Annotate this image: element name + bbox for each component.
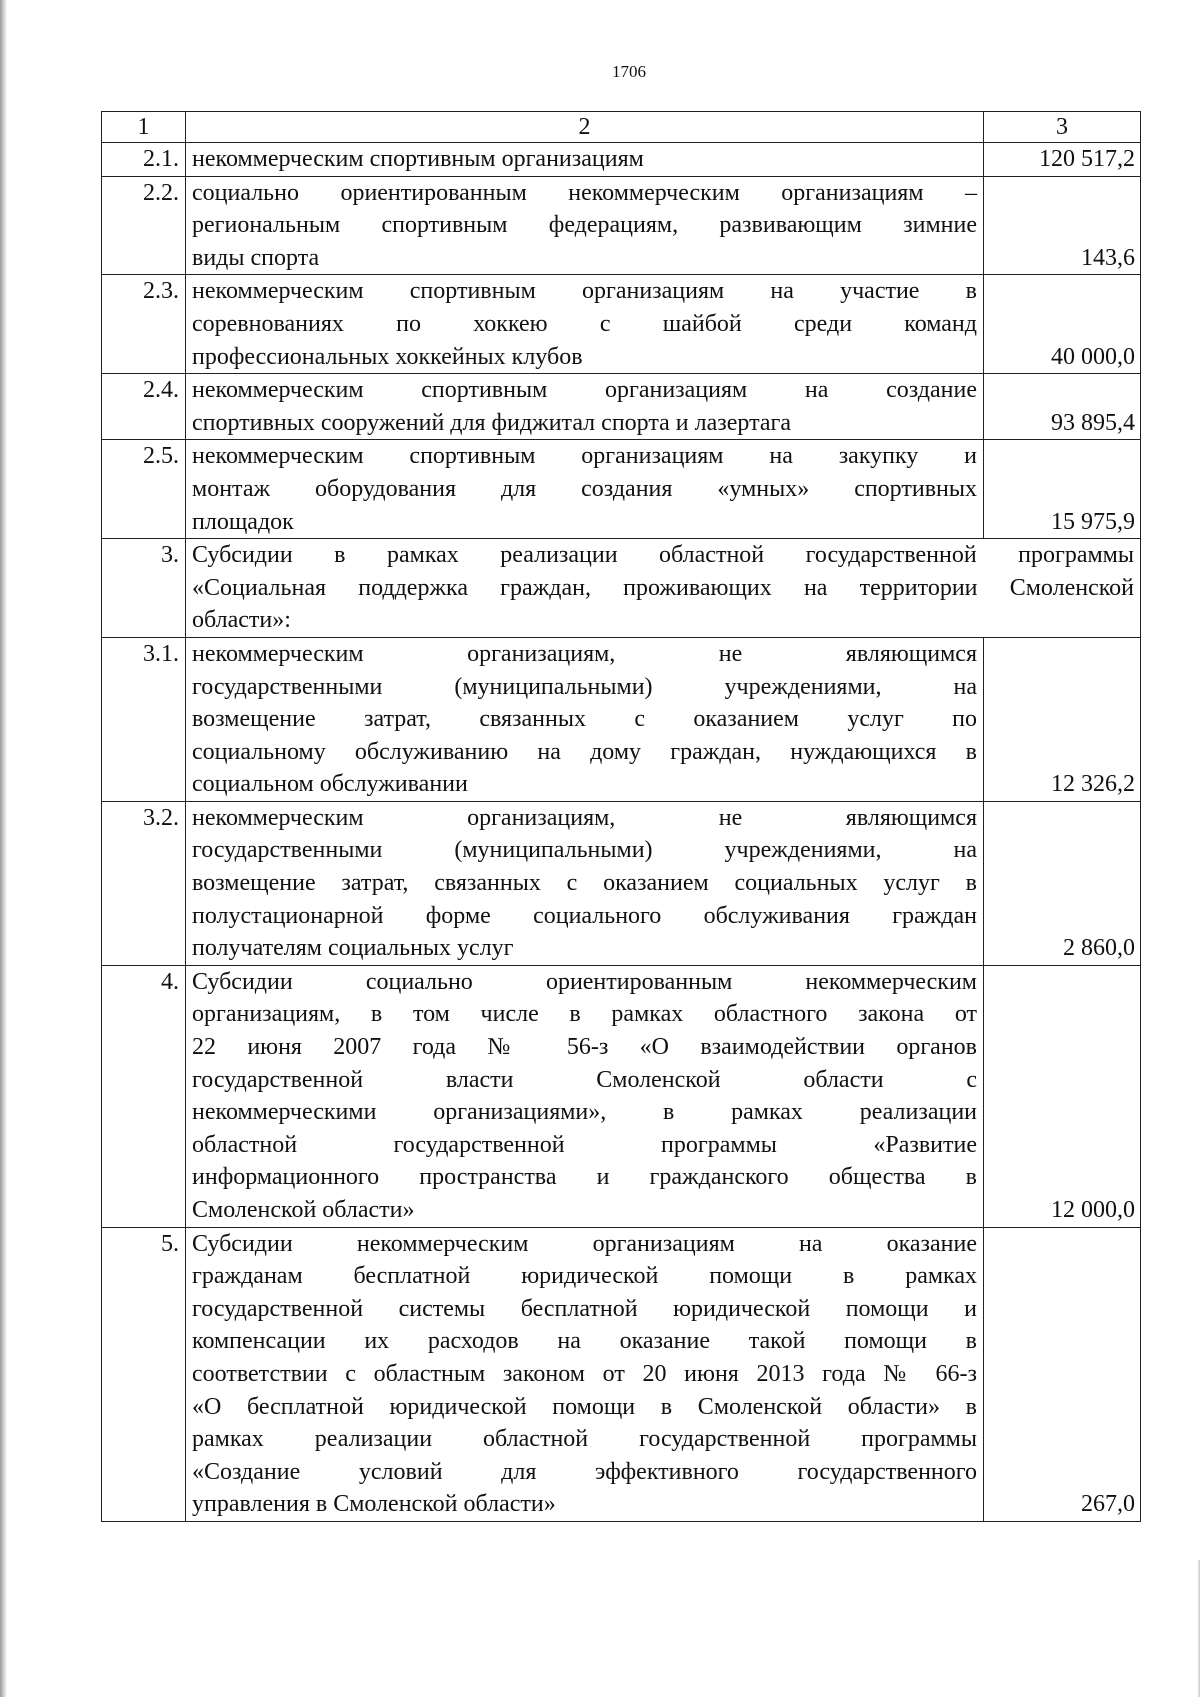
row-number: 2.1. bbox=[102, 143, 186, 177]
table-row bbox=[102, 374, 1141, 440]
description-line: области»: bbox=[192, 607, 291, 634]
row-amount: 120 517,2 bbox=[984, 143, 1141, 177]
row-number: 3.1. bbox=[102, 637, 186, 801]
description-line: Субсидии некоммерческим организациям на оказание bbox=[192, 1230, 977, 1257]
description-line: профессиональных хоккейных клубов bbox=[192, 343, 583, 370]
scan-edge-left bbox=[0, 0, 7, 1697]
description-line: «Создание условий для эффективного государственного bbox=[192, 1458, 977, 1485]
row-amount: 12 000,0 bbox=[984, 965, 1141, 1227]
description-line: некоммерческим организациям, не являющимся bbox=[192, 640, 977, 667]
row-number: 4. bbox=[102, 965, 186, 1227]
row-amount: 267,0 bbox=[984, 1227, 1141, 1521]
row-number: 3.2. bbox=[102, 801, 186, 965]
description-line: социальному обслуживанию на дому граждан, нуждающихся в bbox=[192, 738, 977, 765]
table-row bbox=[102, 440, 1141, 539]
description-line: некоммерческим спортивным организациям bbox=[192, 146, 644, 172]
row-description bbox=[186, 440, 984, 539]
description-line: государственными (муниципальными) учреждениями, на bbox=[192, 837, 977, 864]
description-line: государственной системы бесплатной юридической помощи и bbox=[192, 1295, 977, 1322]
description-line: некоммерческим спортивным организациям на создание bbox=[192, 377, 977, 404]
table-row bbox=[102, 801, 1141, 965]
description-line: областной государственной программы «Развитие bbox=[192, 1131, 977, 1158]
description-line: социальном обслуживании bbox=[192, 771, 468, 798]
table-row bbox=[102, 176, 1141, 275]
row-amount: 93 895,4 bbox=[984, 374, 1141, 440]
description-line: «Социальная поддержка граждан, проживающих на территории Смоленской bbox=[192, 574, 1134, 601]
row-amount: 143,6 bbox=[984, 176, 1141, 275]
description-line: возмещение затрат, связанных с оказанием услуг по bbox=[192, 706, 977, 733]
row-amount: 2 860,0 bbox=[984, 801, 1141, 965]
description-line: некоммерческим спортивным организациям на участие в bbox=[192, 278, 977, 305]
description-line: некоммерческими организациями», в рамках реализации bbox=[192, 1099, 977, 1126]
row-description bbox=[186, 176, 984, 275]
description-line: рамках реализации областной государственной программы bbox=[192, 1426, 977, 1453]
description-line: информационного пространства и гражданского общества в bbox=[192, 1164, 977, 1191]
description-line: некоммерческим спортивным организациям на закупку и bbox=[192, 443, 977, 470]
row-amount: 40 000,0 bbox=[984, 275, 1141, 374]
description-line: монтаж оборудования для создания «умных» спортивных bbox=[192, 475, 977, 502]
description-line: площадок bbox=[192, 508, 294, 535]
table-row bbox=[102, 275, 1141, 374]
row-description bbox=[186, 374, 984, 440]
description-line: получателям социальных услуг bbox=[192, 935, 514, 962]
description-line: гражданам бесплатной юридической помощи в рамках bbox=[192, 1263, 977, 1290]
description-line: 22 июня 2007 года № 56-з «О взаимодействии органов bbox=[192, 1034, 977, 1061]
description-line: полустационарной форме социального обслуживания граждан bbox=[192, 902, 977, 929]
description-line: государственной власти Смоленской области с bbox=[192, 1066, 977, 1093]
description-line: государственными (муниципальными) учреждениями, на bbox=[192, 673, 977, 700]
row-number: 2.4. bbox=[102, 374, 186, 440]
row-amount: 12 326,2 bbox=[984, 637, 1141, 801]
row-number: 2.2. bbox=[102, 176, 186, 275]
description-line: соревнованиях по хоккею с шайбой среди команд bbox=[192, 310, 977, 337]
table-row bbox=[102, 539, 1141, 638]
row-description bbox=[186, 539, 1141, 638]
row-description bbox=[186, 801, 984, 965]
row-amount: 15 975,9 bbox=[984, 440, 1141, 539]
row-number: 2.5. bbox=[102, 440, 186, 539]
description-line: управления в Смоленской области» bbox=[192, 1491, 556, 1518]
table-row bbox=[102, 143, 1141, 177]
table-row bbox=[102, 965, 1141, 1227]
page-number: 1706 bbox=[612, 62, 646, 81]
row-number: 2.3. bbox=[102, 275, 186, 374]
row-description bbox=[186, 637, 984, 801]
description-line: социально ориентированным некоммерческим организациям – bbox=[192, 179, 977, 206]
subsidies-table bbox=[101, 111, 1141, 1522]
description-line: организациям, в том числе в рамках областного закона от bbox=[192, 1001, 977, 1028]
description-line: возмещение затрат, связанных с оказанием социальных услуг в bbox=[192, 870, 977, 897]
description-line: региональным спортивным федерациям, развивающим зимние bbox=[192, 212, 977, 239]
row-description bbox=[186, 1227, 984, 1521]
description-line: «О бесплатной юридической помощи в Смоленской области» в bbox=[192, 1393, 977, 1420]
row-description bbox=[186, 965, 984, 1227]
description-line: Смоленской области» bbox=[192, 1197, 415, 1223]
table-row bbox=[102, 1227, 1141, 1521]
row-number: 3. bbox=[102, 539, 186, 638]
row-description bbox=[186, 275, 984, 374]
description-line: виды спорта bbox=[192, 244, 320, 271]
header-col-1: 1 bbox=[102, 112, 186, 143]
description-line: некоммерческим организациям, не являющимся bbox=[192, 804, 977, 831]
header-col-3: 3 bbox=[984, 112, 1141, 143]
header-col-2: 2 bbox=[186, 112, 984, 143]
row-number: 5. bbox=[102, 1227, 186, 1521]
row-description bbox=[186, 143, 984, 177]
description-line: Субсидии в рамках реализации областной государственной программы bbox=[192, 542, 1134, 569]
table-body bbox=[102, 143, 1141, 1522]
description-line: спортивных сооружений для фиджитал спорта и лазертага bbox=[192, 409, 791, 436]
description-line: Субсидии социально ориентированным некоммерческим bbox=[192, 968, 977, 995]
description-line: компенсации их расходов на оказание такой помощи в bbox=[192, 1328, 977, 1355]
table-row bbox=[102, 637, 1141, 801]
table-header-row bbox=[102, 112, 1141, 143]
description-line: соответствии с областным законом от 20 июня 2013 года № 66-з bbox=[192, 1360, 977, 1387]
